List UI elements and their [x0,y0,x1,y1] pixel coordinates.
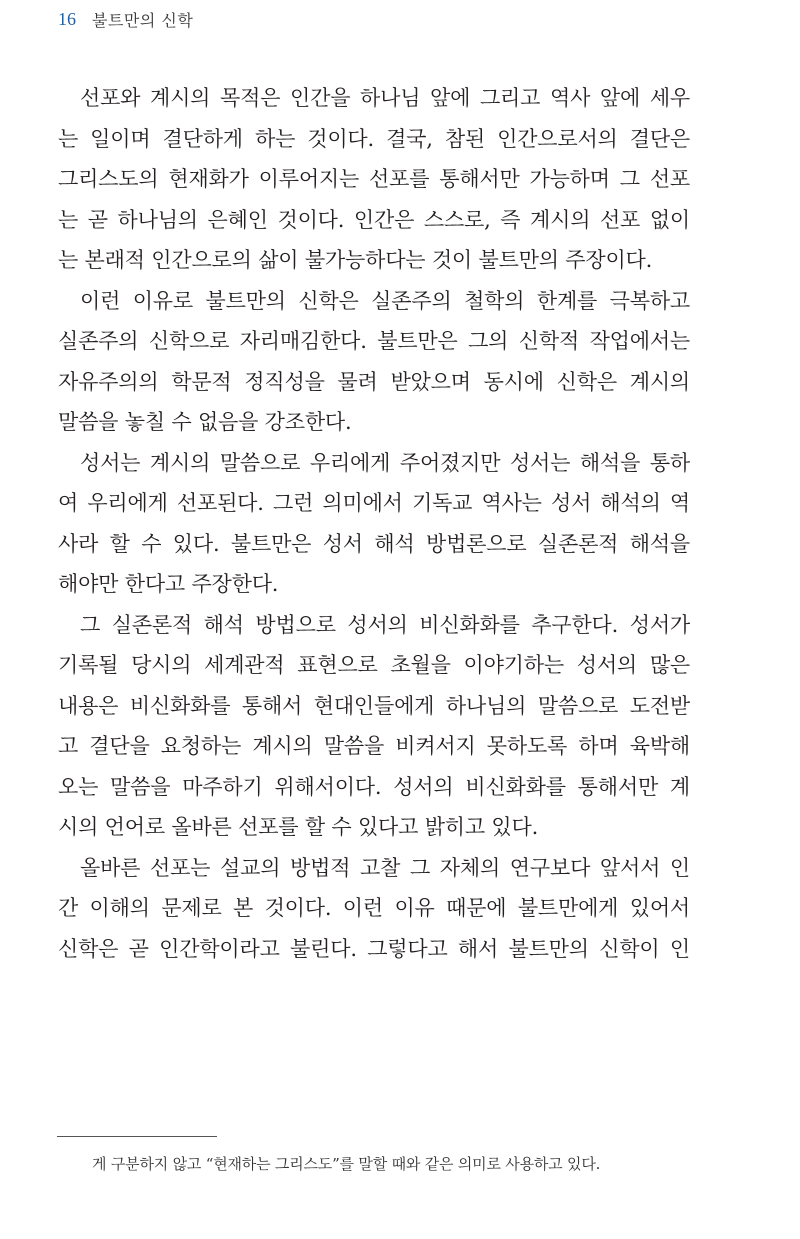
body-text [58,78,690,969]
running-header [58,6,193,32]
text-line: 여 우리에게 선포된다. 그런 의미에서 기독교 역사는 성서 해석의 역 [58,491,690,515]
text-line: 는 곧 하나님의 은혜인 것이다. 인간은 스스로, 즉 계시의 선포 없이 [58,207,690,232]
text-line: 신학은 곧 인간학이라고 불린다. 그렇다고 해서 불트만의 신학이 인 [58,936,690,961]
page-number: 16 [58,8,76,29]
text-line: 이런 이유로 불트만의 신학은 실존주의 철학의 한계를 극복하고 [80,288,690,313]
text-line: 자유주의의 학문적 정직성을 물려 받았으며 동시에 신학은 계시의 [58,369,690,394]
footnote: 게 구분하지 않고 “현재하는 그리스도”를 말할 때와 같은 의미로 사용하고 있다. [92,1155,601,1173]
text-line: 오는 말씀을 마주하기 위해서이다. 성서의 비신화화를 통해서만 계 [58,774,690,799]
text-line: 말씀을 놓칠 수 없음을 강조한다. [58,410,352,434]
text-line: 간 이해의 문제로 본 것이다. 이런 이유 때문에 불트만에게 있어서 [58,896,690,920]
text-line: 는 일이며 결단하게 하는 것이다. 결국, 참된 인간으로서의 결단은 [58,126,690,151]
text-line: 고 결단을 요청하는 계시의 말씀을 비켜서지 못하도록 하며 육박해 [58,734,690,758]
text-line: 기록될 당시의 세계관적 표현으로 초월을 이야기하는 성서의 많은 [58,653,690,677]
text-line: 그리스도의 현재화가 이루어지는 선포를 통해서만 가능하며 그 선포 [58,167,690,191]
text-line: 성서는 계시의 말씀으로 우리에게 주어졌지만 성서는 해석을 통하 [80,450,690,475]
text-line: 사라 할 수 있다. 불트만은 성서 해석 방법론으로 실존론적 해석을 [58,531,690,556]
text-line: 올바른 선포는 설교의 방법적 고찰 그 자체의 연구보다 앞서서 인 [80,855,690,880]
text-line: 시의 언어로 올바른 선포를 할 수 있다고 밝히고 있다. [58,815,539,839]
text-line: 실존주의 신학으로 자리매김한다. 불트만은 그의 신학적 작업에서는 [58,329,690,353]
running-title: 불트만의 신학 [92,10,194,30]
text-line: 그 실존론적 해석 방법으로 성서의 비신화화를 추구한다. 성서가 [80,612,690,637]
text-line: 해야만 한다고 주장한다. [58,572,279,596]
text-line: 내용은 비신화화를 통해서 현대인들에게 하나님의 말씀으로 도전받 [58,693,690,718]
footnote-divider [57,1136,217,1137]
text-line: 는 본래적 인간으로의 삶이 불가능하다는 것이 불트만의 주장이다. [58,248,653,272]
text-line: 선포와 계시의 목적은 인간을 하나님 앞에 그리고 역사 앞에 세우 [80,86,690,110]
